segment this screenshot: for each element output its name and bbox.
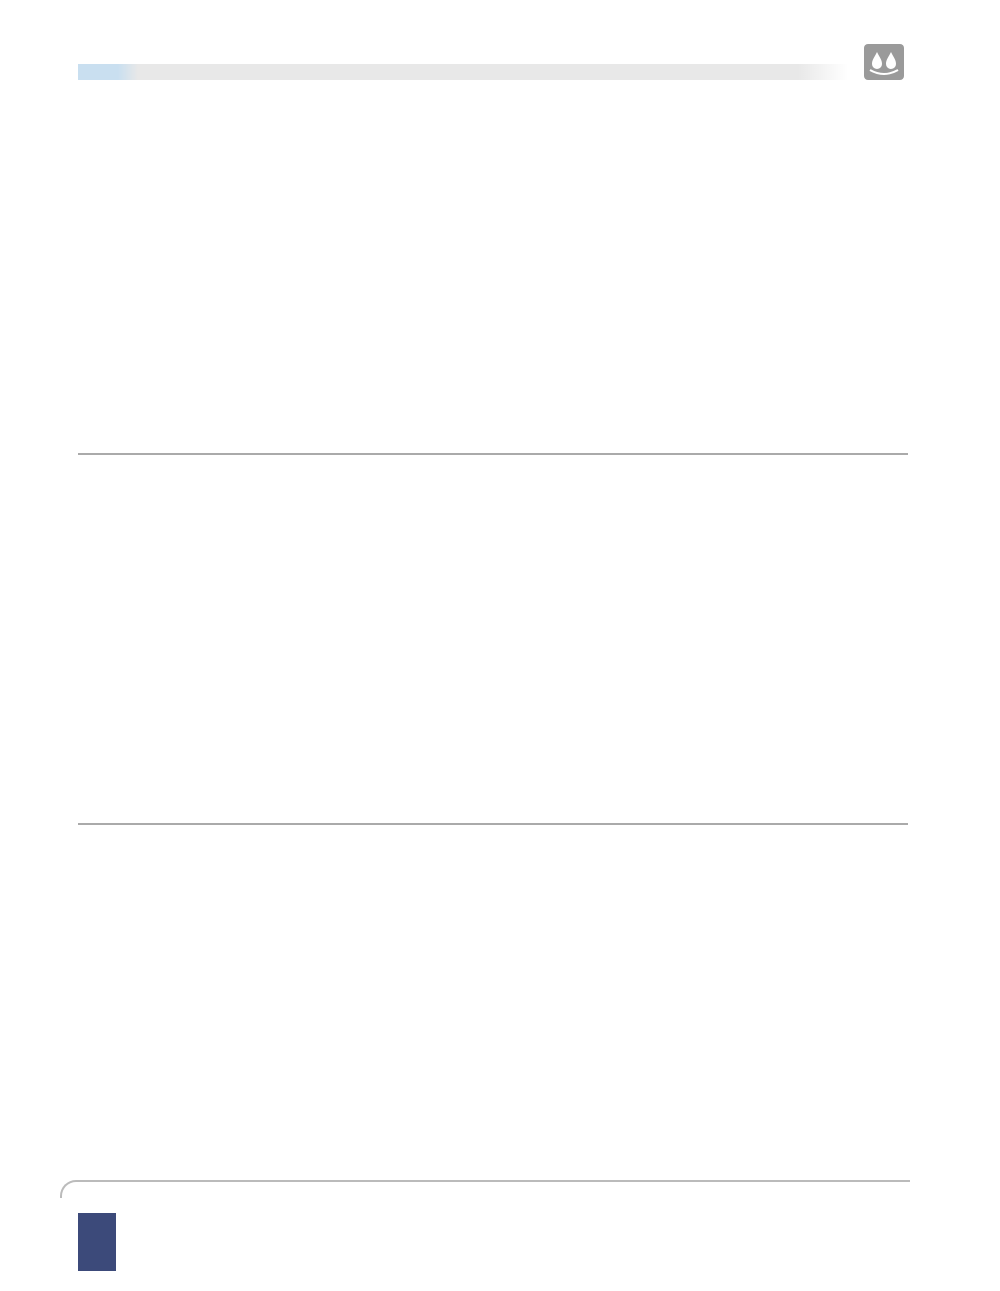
section-title-bar	[78, 64, 848, 80]
absorb-icon	[864, 44, 904, 80]
jis-badge	[78, 1213, 116, 1271]
footer-rule	[60, 1180, 910, 1198]
section-divider	[78, 823, 908, 825]
section-divider	[78, 453, 908, 455]
